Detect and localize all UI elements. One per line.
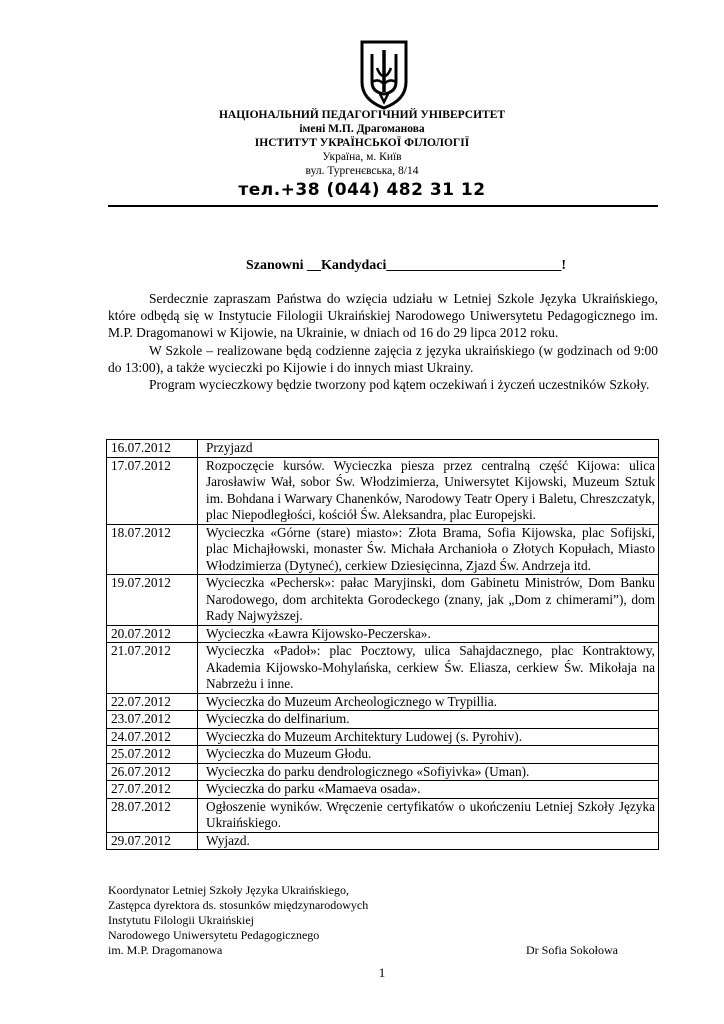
schedule-description: Rozpoczęcie kursów. Wycieczka piesza przez centralną część Kijowa: ulica Jarosławiw Wał, sobor Św. Włodzimierza, Uniwersytet Kijowski, Muzeum Sztuk im. Bohdana i Warwary Chanenków, Narodowy Teatr Opery i Baletu, Chreszczatyk, plac Niepodległości, kościół Św. Aleksandra, plac Europejski. <box>198 457 659 524</box>
schedule-description: Wycieczka «Ławra Kijowsko-Peczerska». <box>198 625 659 643</box>
schedule-date: 20.07.2012 <box>107 625 198 643</box>
header-divider <box>108 205 658 207</box>
paragraph-classes: W Szkole – realizowane będą codzienne zajęcia z języka ukraińskiego (w godzinach od 9:00 do 13:00), a także wycieczki po Kijowie i do innych miast Ukrainy. <box>108 342 658 375</box>
schedule-description: Wycieczka do Muzeum Głodu. <box>198 746 659 764</box>
schedule-description: Przyjazd <box>198 440 659 458</box>
salutation: Szanowni __Kandydaci_________________________! <box>245 258 567 273</box>
signature-block <box>108 883 658 958</box>
table-row <box>107 693 659 711</box>
table-row <box>107 763 659 781</box>
trident-coat-of-arms-icon <box>358 38 410 110</box>
table-row <box>107 711 659 729</box>
schedule-description: Ogłoszenie wyników. Wręczenie certyfikatów o ukończeniu Letniej Szkoły Języka Ukraińskiego. <box>198 798 659 832</box>
letter-body <box>108 290 658 393</box>
table-row <box>107 457 659 524</box>
signatory-name: Dr Sofia Sokołowa <box>526 943 618 957</box>
coordinator-title: Koordynator Letniej Szkoły Języka Ukraińskiego, <box>108 883 349 897</box>
schedule-date: 28.07.2012 <box>107 798 198 832</box>
schedule-date: 24.07.2012 <box>107 728 198 746</box>
schedule-description: Wyjazd. <box>198 832 659 850</box>
schedule-date: 27.07.2012 <box>107 781 198 799</box>
university-name: НАЦІОНАЛЬНИЙ ПЕДАГОГІЧНИЙ УНІВЕРСИТЕТ <box>218 109 506 121</box>
signature-row <box>108 943 658 958</box>
letterhead <box>0 108 724 200</box>
table-row <box>107 832 659 850</box>
schedule-description: Wycieczka do delfinarium. <box>198 711 659 729</box>
street-address: вул. Тургенєвська, 8/14 <box>305 165 419 177</box>
schedule-description: Wycieczka «Pechersk»: pałac Maryjinski, dom Gabinetu Ministrów, Dom Banku Narodowego, dom architekta Gorodeckego (znany, jak „Dom z chimerami”), dom Rady Najwyższej. <box>198 575 659 626</box>
deputy-director-title: Zastępca dyrektora ds. stosunków międzynarodowych <box>108 898 369 912</box>
schedule-date: 29.07.2012 <box>107 832 198 850</box>
schedule-description: Wycieczka do parku dendrologicznego «Sofiyivka» (Uman). <box>198 763 659 781</box>
schedule-description: Wycieczka do Muzeum Architektury Ludowej (s. Pyrohiv). <box>198 728 659 746</box>
schedule-description: Wycieczka «Padoł»: plac Pocztowy, ulica Sahajdacznego, plac Kontraktowy, Akademia Kijowsko-Mohylańska, cerkiew Św. Eliasza, cerkiew Św. Mikołaja na Nabrzeżu i inne. <box>198 643 659 694</box>
schedule-date: 23.07.2012 <box>107 711 198 729</box>
schedule-date: 22.07.2012 <box>107 693 198 711</box>
phone-number: тел.+38 (044) 482 31 12 <box>238 180 486 200</box>
table-row <box>107 575 659 626</box>
schedule-date: 21.07.2012 <box>107 643 198 694</box>
schedule-description: Wycieczka «Górne (stare) miasto»: Złota Brama, Sofia Kijowska, plac Sofijski, plac Michajłowski, monaster Św. Michała Archanioła o Złotych Kopułach, Miasto Włodzimierza (Dytyneć), cerkiew Dziesięcinna, Zjazd Św. Andrzeja itd. <box>198 524 659 575</box>
table-row <box>107 728 659 746</box>
schedule-date: 19.07.2012 <box>107 575 198 626</box>
table-row <box>107 524 659 575</box>
institute-name: ІНСТИТУТ УКРАЇНСЬКОЇ ФІЛОЛОГІЇ <box>254 137 470 149</box>
university-named-line: im. M.P. Dragomanowa <box>108 943 223 957</box>
schedule-description: Wycieczka do parku «Mamaeva osada». <box>198 781 659 799</box>
schedule-date: 17.07.2012 <box>107 457 198 524</box>
country-city: Україна, м. Київ <box>322 151 402 163</box>
schedule-date: 18.07.2012 <box>107 524 198 575</box>
schedule-date: 16.07.2012 <box>107 440 198 458</box>
schedule-table <box>106 439 659 850</box>
table-row <box>107 746 659 764</box>
schedule-description: Wycieczka do Muzeum Archeologicznego w Trypillia. <box>198 693 659 711</box>
university-named-after: імені М.П. Драгоманова <box>299 123 425 135</box>
schedule-date: 25.07.2012 <box>107 746 198 764</box>
page-number: 1 <box>378 965 386 980</box>
table-row <box>107 625 659 643</box>
table-row <box>107 440 659 458</box>
table-row <box>107 798 659 832</box>
institute-line: Instytutu Filologii Ukraińskiej <box>108 913 254 927</box>
paragraph-invitation: Serdecznie zapraszam Państwa do wzięcia udziału w Letniej Szkole Języka Ukraińskiego, które odbędą się w Instytucie Filologii Ukraińskiej Narodowego Uniwersytetu Pedagogicznego im. M.P. Dragomanowi w Kijowie, na Ukrainie, w dniach od 16 do 29 lipca 2012 roku. <box>108 291 658 341</box>
table-row <box>107 643 659 694</box>
schedule-date: 26.07.2012 <box>107 763 198 781</box>
table-row <box>107 781 659 799</box>
paragraph-program: Program wycieczkowy będzie tworzony pod kątem oczekiwań i życzeń uczestników Szkoły. <box>149 377 650 393</box>
university-line: Narodowego Uniwersytetu Pedagogicznego <box>108 928 320 942</box>
